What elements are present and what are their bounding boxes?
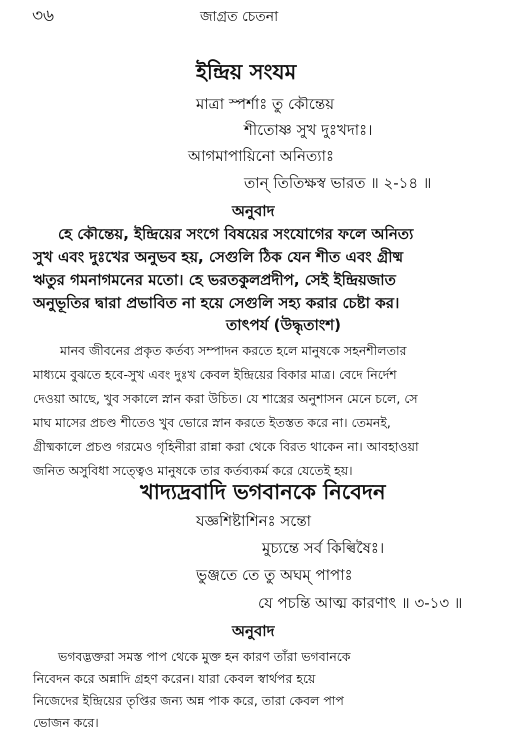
verse-line: মাত্রা স্পর্শাঃ তু কৌন্তেয় [196,95,335,113]
verse-line: শীতোষ্ণ সুখ দুঃখদাঃ। [244,121,373,139]
verse-line: যে পচন্তি আত্ম কারণাৎ ॥ ৩-১৩ ॥ [258,594,463,612]
purport-line: মাধ্যমে বুঝতে হবে-সুখ এবং দুঃখ কেবল ইন্দ্রিয়ের বিকার মাত্র। বেদে নির্দেশ [33,367,397,382]
purport-line: মানব জীবনের প্রকৃত কর্তব্য সম্পাদন করতে হলে মানুষকে সহনশীলতার [60,343,407,358]
translation-line: ভগবদ্ভক্তরা সমস্ত পাপ থেকে মুক্ত হন কারণ তাঁরা ভগবানকে [58,649,351,664]
page-number: ৩৬ [32,6,55,26]
purport-line: মাঘ মাসের প্রচণ্ড শীতেও খুব ভোরে স্নান করতে ইতস্তত করে না। তেমনই, [33,415,391,430]
translation-label: অনুবাদ [232,202,275,220]
verse-line: আগমাপায়িনো অনিত্যাঃ [188,147,334,165]
section-title-offering-food: খাদ্যদ্রবাদি ভগবানকে নিবেদন [140,480,386,504]
verse-line: তান্ তিতিক্ষস্ব ভারত ॥ ২-১৪ ॥ [244,174,432,192]
section-title-sense-control: ইন্দ্রিয় সংযম [196,60,297,84]
translation-line: অনুভূতির দ্বারা প্রভাবিত না হয়ে সেগুলি সহ্য করার চেষ্টা কর। [33,294,400,312]
purport-label: তাৎপর্য (উদ্ধৃতাংশ) [226,316,341,334]
purport-line: গ্রীষ্মকালে প্রচণ্ড গরমেও গৃহিনীরা রান্না করা থেকে বিরত থাকেন না। আবহাওয়া [33,439,419,454]
running-head: জাগ্রত চেতনা [200,9,279,25]
translation-line: সুখ এবং দুঃখের অনুভব হয়, সেগুলি ঠিক যেন শীত এবং গ্রীষ্ম [33,248,404,266]
translation-line: ঋতুর গমনাগমনের মতো। হে ভরতকুলপ্রদীপ, সেই ইন্দ্রিয়জাত [33,271,396,289]
translation-line: নিজেদের ইন্দ্রিয়ের তৃপ্তির জন্য অন্ন পাক করে, তারা কেবল পাপ [33,693,344,708]
translation-line: হে কৌন্তেয়, ইন্দ্রিয়ের সংগে বিষয়ের সংযোগের ফলে অনিত্য [58,225,414,243]
translation-line: নিবেদন করে অন্নাদি গ্রহণ করেন। যারা কেবল স্বার্থপর হয়ে [33,671,316,686]
translation-line: ভোজন করে। [33,715,99,730]
verse-line: ভুঞ্জতে তে তু অঘম্ পাপাঃ [196,566,353,584]
purport-line: দেওয়া আছে, খুব সকালে স্নান করা উচিত। যে শাস্ত্রের অনুশাসন মেনে চলে, সে [33,391,418,406]
translation-label: অনুবাদ [232,622,275,640]
verse-line: মুচ্যন্তে সর্ব কিল্বিষৈঃ। [262,539,385,557]
verse-line: যজ্ঞশিষ্টাশিনঃ সন্তো [196,512,312,530]
purport-line: জনিত অসুবিধা সত্ত্বেও মানুষকে তার কর্তব্যকর্ম করে যেতেই হয়। [33,463,353,478]
